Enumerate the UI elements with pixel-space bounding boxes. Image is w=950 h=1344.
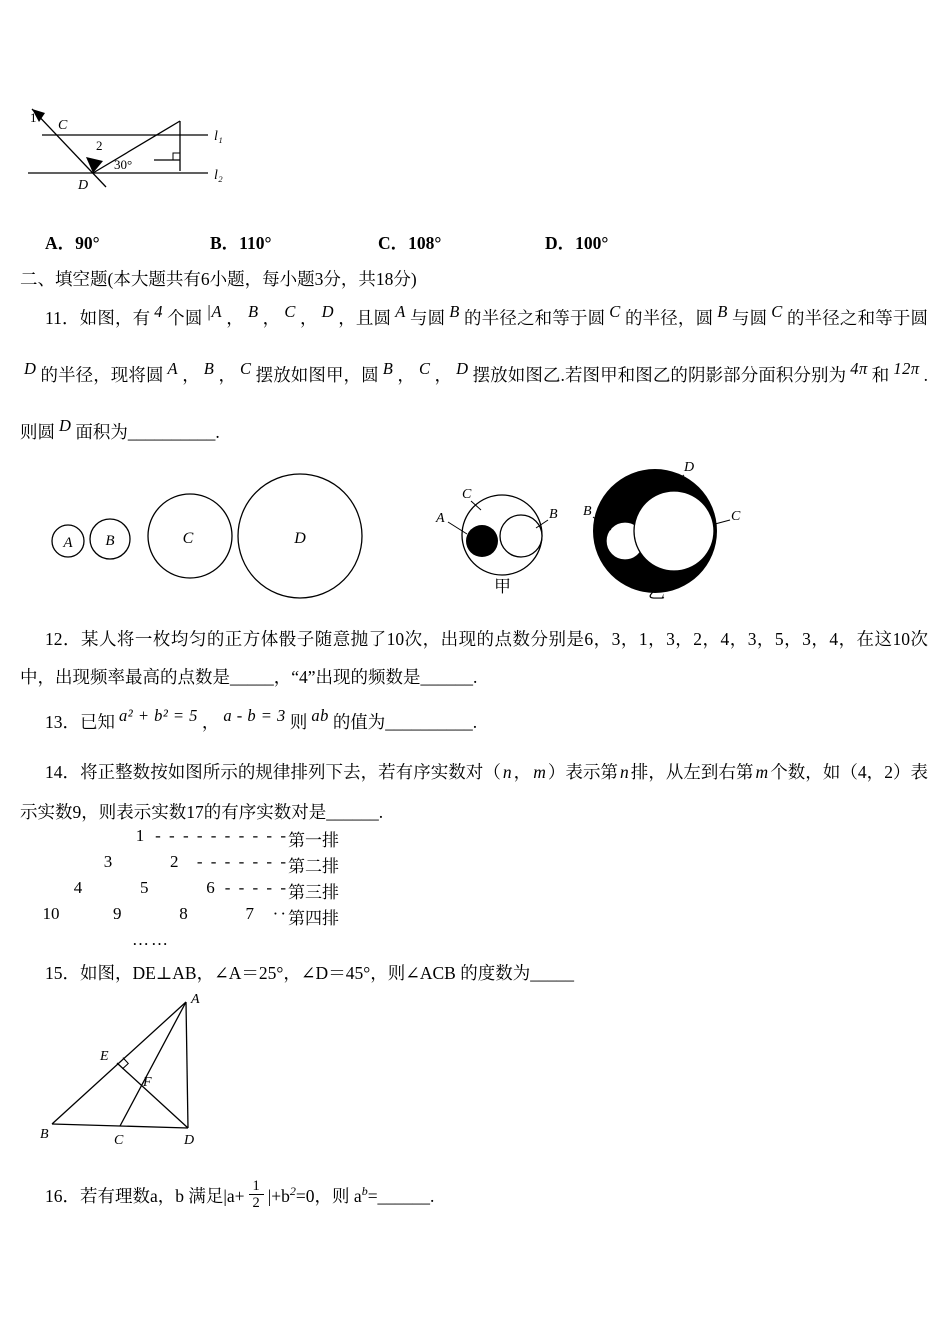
text-segment: 摆放如图乙.若图甲和图乙的阴影部分面积分别为 [472,365,847,385]
triangle-row-1 [20,826,440,852]
number-triangle [20,826,440,954]
yi-c-pointer [715,520,730,524]
text-segment: 和 [871,365,890,385]
text-segment: 个圆 [167,308,203,328]
inline-math: D [321,302,335,321]
jia-c-label: C [462,487,472,502]
triangle-row-2 [20,852,440,878]
question-11-figure [38,458,778,618]
text-segment: 摆放如图甲，圆 [255,365,379,385]
yi-d-label: D [684,460,695,475]
inline-fraction: $\frac{1}{2}$ [249,1178,264,1212]
point-a-label: A [191,992,200,1007]
text-segment: 与圆 [731,308,768,328]
inline-math: ab [311,706,329,725]
triangle-number: 6 [206,878,215,897]
row-dashes: - - - - - [224,878,288,897]
text-segment: 个数，如（4，2）表示实数9，则表示实数17的有序实数对是______. [20,762,929,822]
circle-b-label: B [105,533,115,549]
row-label: 第四排 [288,909,339,928]
inline-math: a - b = 3 [223,706,286,725]
text-segment: 与圆 [409,308,446,328]
text-segment: ， [201,712,220,732]
inline-math: |A [206,302,223,321]
inline-italic: m [755,762,769,782]
jia-circle-a-shaded [466,525,498,557]
point-e-label: E [100,1049,109,1064]
text-segment: ）表示第 [547,762,619,782]
row-dashes: - - - - - - - [196,852,288,871]
option-d: D．100° [545,233,609,253]
right-angle-mark [173,153,180,160]
row-label: 第一排 [288,831,339,850]
inline-math: B [449,302,460,321]
inline-italic: n [620,762,629,782]
diagram-jia [435,487,558,596]
circle-d-label: D [294,530,306,547]
triangle-number: 3 [103,852,113,871]
row-label: 第三排 [288,883,339,902]
option-a: A．90° [45,233,100,253]
text-segment: 13．已知 [45,712,115,732]
text-segment: 的半径之和等于圆 [786,308,929,328]
cevian-ac [120,1002,186,1126]
triangle-number: 7 [245,904,254,923]
row-dashes: ·· [272,904,288,923]
inline-math: C [771,302,783,321]
jia-b-label: B [549,507,558,522]
triangle-number: 2 [170,852,179,871]
question-10-figure [28,103,243,198]
row-dashes: - - - - - - - - - - [155,826,288,845]
text-segment: ， [182,365,200,385]
jia-caption: 甲 [494,577,511,596]
transversal-line [32,109,106,187]
triangle-row-4 [20,904,440,930]
triangle-number: 1 [135,826,145,845]
answer-options [45,230,925,256]
text-segment: ， [262,308,281,328]
point-d-label: D [184,1133,195,1148]
inline-math: C [284,302,296,321]
text-segment: 的值为__________. [332,712,478,732]
inline-math: C [418,359,431,378]
text-segment: ， [397,365,415,385]
circle-a-label: A [63,535,73,551]
text-segment: 14．将正整数按如图所示的规律排列下去，若有序实数对（ [45,762,501,782]
inline-math: 12π [893,359,920,378]
section-heading: 二、填空题(本大题共有6小题，每小题3分，共18分) [20,269,417,289]
angle-1-label: 1 [30,110,37,125]
question-12-text: 12．某人将一枚均匀的正方体骰子随意抛了10次，出现的点数分别是6，3，1，3，2，4，3，5，3，4，在这10次中，出现频率最高的点数是_____，“4”出现的频数是______. [20,629,928,687]
text-segment: =0，则 a [295,1185,362,1206]
inline-math: B [203,359,215,378]
l2-label: l₂ [214,168,223,183]
inline-math: 4π [850,359,868,378]
triangle-ellipsis: …… [132,930,170,949]
text-segment: 面积为__________. [75,422,220,442]
superscript: b [361,1184,368,1198]
text-segment: 的半径，现将圆 [40,365,164,385]
l1-label: l₁ [214,129,223,144]
diagram-yi [583,460,741,602]
text-segment: 的半径，圆 [624,308,714,328]
jia-a-label: A [436,511,445,526]
yi-circle-c [634,491,714,571]
text-segment: 11．如图，有 [45,308,151,328]
angle-2-wedge [86,157,103,173]
side-ba [52,1002,186,1124]
inline-math: C [240,359,252,378]
inline-math: B [717,302,728,321]
text-segment: 则 [289,712,308,732]
question-15-text: 15．如图，DE⊥AB，∠A＝25°，∠D＝45°，则∠ACB 的度数为_____ [45,963,574,983]
text-segment: 的半径之和等于圆 [463,308,606,328]
text-segment: .则圆 [20,365,929,442]
inline-math: a² + b² = 5 [119,706,198,725]
inline-math: A [395,302,406,321]
text-segment: ， [218,365,237,385]
yi-b-label: B [583,504,592,519]
option-b: B．110° [210,233,272,253]
text-segment: 16．若有理数a，b 满足|a+ [45,1185,245,1206]
inline-math: B [247,302,259,321]
point-b-label: B [40,1127,49,1142]
triangle-number: 4 [73,878,83,897]
text-segment: |+b [267,1185,290,1206]
jia-circle-b [500,515,542,557]
yi-c-label: C [731,509,741,524]
inline-math: 4 [154,302,164,321]
row-label: 第二排 [288,857,339,876]
triangle-number: 8 [179,904,188,923]
side-da [186,1002,188,1128]
question-14-text [20,752,928,832]
text-segment: ， [434,365,453,385]
angle-30-label: 30° [114,157,133,172]
inline-italic: n [502,762,512,782]
text-segment: ， [513,762,532,782]
inline-math: A [167,359,179,378]
question-11-text [20,290,928,461]
inline-math: D [59,416,72,435]
inline-italic: m [533,762,546,782]
text-segment: =______. [367,1185,435,1206]
point-f-label: F [143,1075,152,1090]
text-segment: ， [299,308,318,328]
inline-math: D [456,359,469,378]
slant-line [93,121,180,173]
triangle-number: 5 [140,878,149,897]
inline-math: C [609,302,621,321]
point-c-label: C [58,118,68,133]
question-15-figure [38,990,253,1150]
triangle-number: 9 [113,904,122,923]
circle-c-label: C [182,530,194,547]
question-16-text [45,1168,434,1219]
inline-math: D [24,359,37,378]
inline-math: B [382,359,394,378]
text-segment: 排，从左到右第 [630,762,754,782]
point-c-label: C [114,1133,124,1148]
angle-2-label: 2 [96,138,103,153]
text-segment: ，且圆 [338,308,392,328]
yi-caption: 乙 [648,583,665,602]
triangle-row-3 [20,878,440,904]
cevian-de [117,1063,188,1128]
text-segment: ， [226,308,244,328]
point-d-label: D [78,178,89,193]
option-c: C．108° [378,233,442,253]
triangle-number: 10 [42,904,60,923]
superscript: 2 [289,1184,296,1198]
question-13-text [45,700,477,745]
